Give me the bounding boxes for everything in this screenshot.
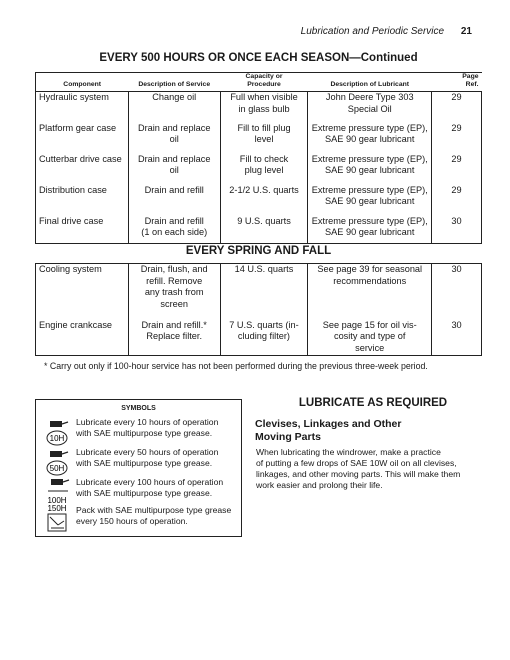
page-ref-cell: 30: [432, 264, 482, 320]
capacity-cell: 9 U.S. quarts: [220, 216, 308, 244]
symbol-text: Lubricate every 50 hours of operation with SAE multipurpose type grease.: [76, 447, 219, 468]
symbol-badge: 50H: [49, 464, 65, 473]
symbol-item-10h: [46, 417, 236, 447]
col-header-component: Component: [36, 73, 129, 92]
running-header: [301, 26, 472, 37]
symbol-text: Pack with SAE multipurpose type grease every 150 hours of operation.: [76, 505, 232, 526]
page-ref-cell: 29: [432, 123, 482, 154]
grease-gun-50h-icon: [46, 447, 70, 477]
symbols-legend: [35, 399, 242, 537]
capacity-cell: Fill to check plug level: [220, 154, 308, 185]
symbol-text: Lubricate every 100 hours of operation with SAE multipurpose type grease.: [76, 477, 224, 498]
service-cell: Change oil: [128, 92, 220, 123]
component-cell: Hydraulic system: [36, 92, 129, 123]
page-ref-cell: 30: [432, 320, 482, 356]
service-table-500-hours: [35, 72, 482, 244]
lubricate-body-text: When lubricating the windrower, make a practice of putting a few drops of SAE 10W oil on all clevises, linkages, and other moving parts. This will make them work easier and prolong their life.: [256, 447, 461, 490]
capacity-cell: Full when visible in glass bulb: [220, 92, 308, 123]
service-cell: Drain and refill.* Replace filter.: [128, 320, 220, 356]
page-ref-cell: 29: [432, 154, 482, 185]
lubricate-as-required-heading: LUBRICATE AS REQUIRED: [298, 397, 448, 409]
table-row: [36, 320, 482, 356]
service-cell: Drain and replace oil: [128, 154, 220, 185]
col-header-page: Page Ref.: [462, 73, 479, 88]
lubricant-cell: Extreme pressure type (EP), SAE 90 gear lubricant: [308, 216, 432, 244]
page-ref-cell: 29: [432, 92, 482, 123]
component-cell: Cutterbar drive case: [36, 154, 129, 185]
symbol-item-50h: [46, 447, 236, 477]
service-cell: Drain, flush, and refill. Remove any trash from screen: [128, 264, 220, 320]
table-row: [36, 123, 482, 154]
capacity-cell: 7 U.S. quarts (in- cluding filter): [220, 320, 308, 356]
component-cell: Platform gear case: [36, 123, 129, 154]
footnote: * Carry out only if 100-hour service has not been performed during the previous three-week period.: [44, 361, 428, 371]
lubricant-cell: Extreme pressure type (EP), SAE 90 gear lubricant: [308, 123, 432, 154]
page-number: 21: [460, 26, 472, 37]
page-ref-cell: 30: [432, 216, 482, 244]
clevises-subheading: Clevises, Linkages and Other Moving Parts: [255, 418, 402, 443]
section-title: Lubrication and Periodic Service: [300, 26, 445, 37]
lubricant-cell: See page 39 for seasonal recommendations: [308, 264, 432, 320]
symbol-item-150h: [46, 503, 236, 533]
component-cell: Engine crankcase: [36, 320, 129, 356]
symbols-title: SYMBOLS: [121, 405, 156, 412]
component-cell: Distribution case: [36, 185, 129, 216]
service-cell: Drain and replace oil: [128, 123, 220, 154]
capacity-cell: 14 U.S. quarts: [220, 264, 308, 320]
lubricant-cell: Extreme pressure type (EP), SAE 90 gear lubricant: [308, 154, 432, 185]
lubricant-cell: Extreme pressure type (EP), SAE 90 gear lubricant: [308, 185, 432, 216]
service-cell: Drain and refill: [128, 185, 220, 216]
lubricant-cell: John Deere Type 303 Special Oil: [308, 92, 432, 123]
capacity-cell: Fill to fill plug level: [220, 123, 308, 154]
symbol-badge: 150H: [47, 504, 67, 513]
col-header-lubricant: Description of Lubricant: [330, 81, 410, 88]
symbol-badge: 10H: [49, 434, 65, 443]
col-header-service: Description of Service: [138, 81, 211, 88]
grease-pack-150h-icon: [46, 503, 70, 533]
table-row: [36, 92, 482, 123]
col-header-capacity: Capacity or Procedure: [245, 73, 283, 88]
capacity-cell: 2-1/2 U.S. quarts: [220, 185, 308, 216]
component-cell: Cooling system: [36, 264, 129, 320]
table-row: [36, 185, 482, 216]
grease-gun-10h-icon: [46, 417, 70, 447]
component-cell: Final drive case: [36, 216, 129, 244]
section-heading-spring-fall: EVERY SPRING AND FALL: [185, 245, 332, 257]
symbol-text: Lubricate every 10 hours of operation with SAE multipurpose type grease.: [76, 417, 219, 438]
section-heading-500-hours: EVERY 500 HOURS OR ONCE EACH SEASON—Continued: [99, 52, 418, 64]
service-table-spring-fall: [35, 263, 482, 356]
lubricant-cell: See page 15 for oil vis- cosity and type of service: [308, 320, 432, 356]
symbol-badge: 100H: [47, 496, 67, 505]
table-row: [36, 216, 482, 244]
table-row: [36, 264, 482, 320]
service-cell: Drain and refill (1 on each side): [128, 216, 220, 244]
table-row: [36, 154, 482, 185]
page-ref-cell: 29: [432, 185, 482, 216]
